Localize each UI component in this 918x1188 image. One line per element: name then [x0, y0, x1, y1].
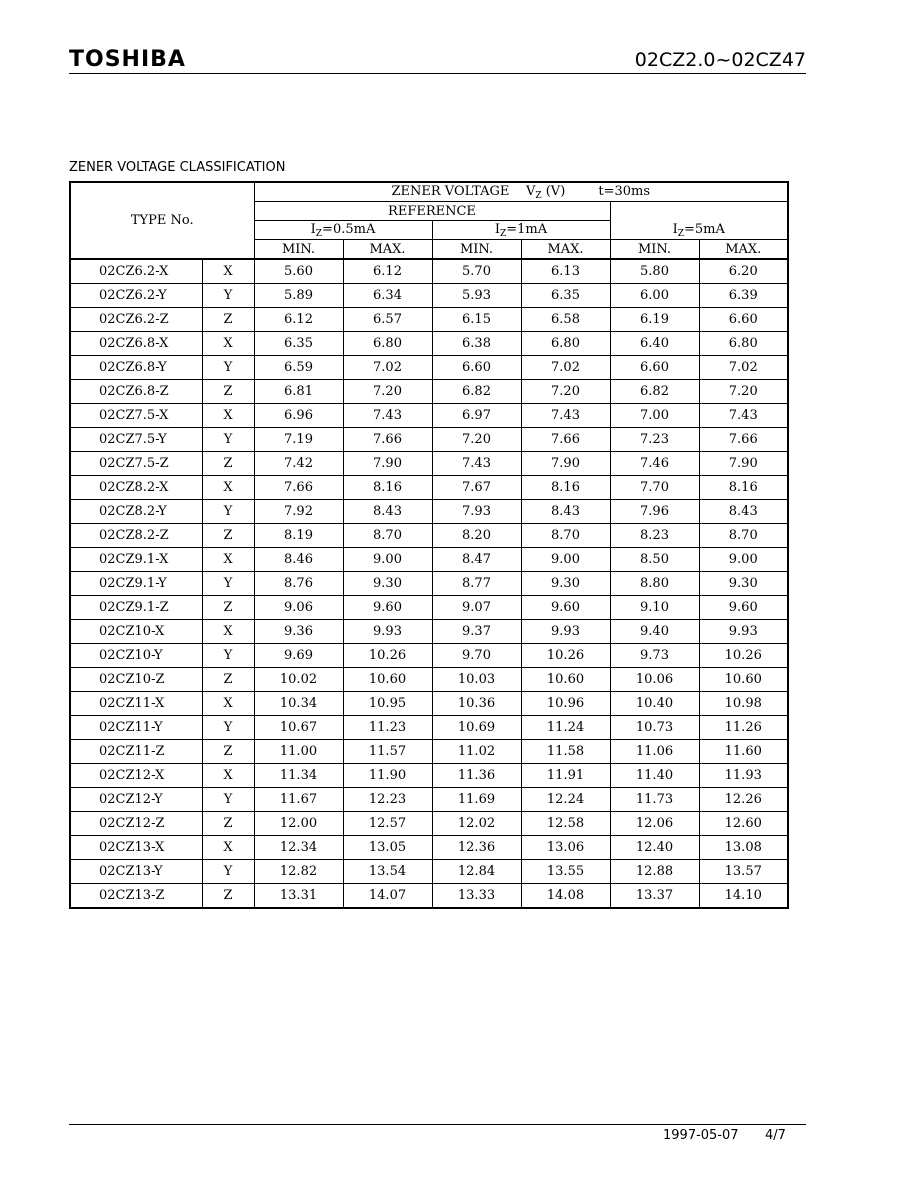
vz-subscript: Z — [535, 190, 542, 201]
vz-1ma-max-cell: 6.58 — [521, 308, 610, 332]
vz-5ma-max-cell: 6.80 — [699, 332, 788, 356]
vz-1ma-min-cell: 7.20 — [432, 428, 521, 452]
vz-5ma-max-cell: 7.02 — [699, 356, 788, 380]
zener-voltage-table — [69, 181, 789, 909]
vz-1ma-min-cell: 12.84 — [432, 860, 521, 884]
vz-1ma-max-cell: 6.35 — [521, 284, 610, 308]
max-header: MAX. — [699, 240, 788, 260]
table-row — [70, 740, 788, 764]
vz-05ma-min-cell: 10.34 — [254, 692, 343, 716]
vz-05ma-max-cell: 6.57 — [343, 308, 432, 332]
iz-subscript: Z — [315, 228, 323, 239]
rank-cell: Y — [202, 500, 254, 524]
vz-5ma-max-cell: 7.43 — [699, 404, 788, 428]
vz-05ma-max-cell: 8.16 — [343, 476, 432, 500]
vz-1ma-max-cell: 13.06 — [521, 836, 610, 860]
table-row — [70, 476, 788, 500]
vz-unit: (V) — [545, 183, 566, 199]
vz-05ma-max-cell: 9.60 — [343, 596, 432, 620]
vz-05ma-min-cell: 11.00 — [254, 740, 343, 764]
vz-05ma-min-cell: 12.00 — [254, 812, 343, 836]
vz-05ma-min-cell: 8.46 — [254, 548, 343, 572]
vz-5ma-min-cell: 11.73 — [610, 788, 699, 812]
vz-05ma-min-cell: 11.67 — [254, 788, 343, 812]
vz-5ma-max-cell: 13.08 — [699, 836, 788, 860]
type-no-cell: 02CZ8.2-X — [70, 476, 202, 500]
table-row — [70, 836, 788, 860]
vz-1ma-min-cell: 5.93 — [432, 284, 521, 308]
vz-1ma-min-cell: 6.15 — [432, 308, 521, 332]
type-no-cell: 02CZ6.2-Z — [70, 308, 202, 332]
vz-05ma-min-cell: 8.76 — [254, 572, 343, 596]
type-no-cell: 02CZ6.2-X — [70, 259, 202, 284]
rank-cell: X — [202, 332, 254, 356]
rank-cell: Y — [202, 284, 254, 308]
iz-0.5ma-value: =0.5mA — [322, 221, 376, 237]
vz-5ma-min-cell: 7.46 — [610, 452, 699, 476]
vz-5ma-max-cell: 10.98 — [699, 692, 788, 716]
vz-05ma-min-cell: 6.12 — [254, 308, 343, 332]
vz-05ma-min-cell: 6.35 — [254, 332, 343, 356]
vz-5ma-max-cell: 6.60 — [699, 308, 788, 332]
vz-05ma-min-cell: 6.59 — [254, 356, 343, 380]
type-no-cell: 02CZ6.2-Y — [70, 284, 202, 308]
vz-5ma-min-cell: 5.80 — [610, 259, 699, 284]
iz-5ma-value: =5mA — [684, 222, 725, 237]
page-number: 4/7 — [765, 1128, 786, 1143]
rank-cell: Z — [202, 596, 254, 620]
vz-1ma-max-cell: 8.70 — [521, 524, 610, 548]
vz-5ma-min-cell: 6.82 — [610, 380, 699, 404]
vz-05ma-min-cell: 10.02 — [254, 668, 343, 692]
table-row — [70, 332, 788, 356]
vz-1ma-min-cell: 10.69 — [432, 716, 521, 740]
vz-05ma-min-cell: 5.89 — [254, 284, 343, 308]
table-row — [70, 548, 788, 572]
rank-cell: Z — [202, 668, 254, 692]
vz-5ma-max-cell: 6.20 — [699, 259, 788, 284]
vz-05ma-max-cell: 7.66 — [343, 428, 432, 452]
type-no-cell: 02CZ8.2-Z — [70, 524, 202, 548]
type-no-cell: 02CZ9.1-Y — [70, 572, 202, 596]
type-no-cell: 02CZ7.5-Z — [70, 452, 202, 476]
vz-1ma-max-cell: 11.58 — [521, 740, 610, 764]
vz-05ma-max-cell: 10.95 — [343, 692, 432, 716]
vz-1ma-min-cell: 9.37 — [432, 620, 521, 644]
vz-05ma-min-cell: 10.67 — [254, 716, 343, 740]
rank-cell: X — [202, 259, 254, 284]
vz-5ma-min-cell: 7.23 — [610, 428, 699, 452]
type-no-cell: 02CZ12-X — [70, 764, 202, 788]
vz-5ma-min-cell: 10.06 — [610, 668, 699, 692]
vz-1ma-min-cell: 6.60 — [432, 356, 521, 380]
vz-symbol: V — [525, 183, 536, 199]
vz-5ma-max-cell: 7.20 — [699, 380, 788, 404]
vz-1ma-max-cell: 8.16 — [521, 476, 610, 500]
rank-cell: Z — [202, 308, 254, 332]
table-row — [70, 284, 788, 308]
reference-header: REFERENCE — [254, 202, 610, 221]
iz-1ma-value: =1mA — [506, 221, 548, 237]
type-no-cell: 02CZ7.5-X — [70, 404, 202, 428]
vz-5ma-min-cell: 8.80 — [610, 572, 699, 596]
rank-cell: X — [202, 476, 254, 500]
table-row — [70, 428, 788, 452]
vz-5ma-min-cell: 6.40 — [610, 332, 699, 356]
vz-5ma-min-cell: 9.40 — [610, 620, 699, 644]
vz-5ma-max-cell: 7.90 — [699, 452, 788, 476]
vz-1ma-min-cell: 11.36 — [432, 764, 521, 788]
vz-1ma-max-cell: 7.43 — [521, 404, 610, 428]
vz-5ma-max-cell: 9.00 — [699, 548, 788, 572]
vz-05ma-max-cell: 7.02 — [343, 356, 432, 380]
table-row — [70, 572, 788, 596]
iz-1ma-header — [432, 221, 610, 240]
vz-05ma-max-cell: 6.12 — [343, 259, 432, 284]
vz-05ma-max-cell: 11.57 — [343, 740, 432, 764]
vz-5ma-max-cell: 11.93 — [699, 764, 788, 788]
rank-cell: Z — [202, 380, 254, 404]
table-row — [70, 524, 788, 548]
vz-5ma-max-cell: 12.60 — [699, 812, 788, 836]
vz-05ma-max-cell: 13.05 — [343, 836, 432, 860]
vz-1ma-max-cell: 11.24 — [521, 716, 610, 740]
table-row — [70, 620, 788, 644]
vz-5ma-min-cell: 6.60 — [610, 356, 699, 380]
vz-5ma-min-cell: 10.73 — [610, 716, 699, 740]
vz-05ma-min-cell: 7.92 — [254, 500, 343, 524]
vz-1ma-min-cell: 8.77 — [432, 572, 521, 596]
vz-1ma-max-cell: 13.55 — [521, 860, 610, 884]
vz-1ma-min-cell: 12.02 — [432, 812, 521, 836]
rank-cell: Y — [202, 788, 254, 812]
table-row — [70, 596, 788, 620]
vz-05ma-max-cell: 9.30 — [343, 572, 432, 596]
vz-05ma-min-cell: 7.66 — [254, 476, 343, 500]
vz-5ma-max-cell: 7.66 — [699, 428, 788, 452]
vz-05ma-max-cell: 12.23 — [343, 788, 432, 812]
toshiba-logo: TOSHIBA — [69, 47, 186, 72]
vz-1ma-max-cell: 10.60 — [521, 668, 610, 692]
vz-1ma-min-cell: 10.36 — [432, 692, 521, 716]
type-no-cell: 02CZ13-Y — [70, 860, 202, 884]
type-no-cell: 02CZ13-Z — [70, 884, 202, 909]
vz-05ma-max-cell: 12.57 — [343, 812, 432, 836]
type-no-header: TYPE No. — [70, 182, 254, 259]
iz-symbol: I — [672, 222, 678, 237]
vz-5ma-min-cell: 9.10 — [610, 596, 699, 620]
type-no-cell: 02CZ12-Y — [70, 788, 202, 812]
vz-5ma-max-cell: 14.10 — [699, 884, 788, 909]
vz-5ma-min-cell: 8.50 — [610, 548, 699, 572]
zener-voltage-label: ZENER VOLTAGE — [391, 183, 510, 199]
vz-05ma-min-cell: 8.19 — [254, 524, 343, 548]
vz-5ma-max-cell: 9.60 — [699, 596, 788, 620]
vz-05ma-max-cell: 10.26 — [343, 644, 432, 668]
vz-1ma-max-cell: 9.93 — [521, 620, 610, 644]
vz-05ma-max-cell: 14.07 — [343, 884, 432, 909]
vz-5ma-min-cell: 12.06 — [610, 812, 699, 836]
rank-cell: Y — [202, 644, 254, 668]
vz-5ma-max-cell: 12.26 — [699, 788, 788, 812]
type-no-cell: 02CZ11-Z — [70, 740, 202, 764]
vz-5ma-min-cell: 11.40 — [610, 764, 699, 788]
vz-5ma-min-cell: 13.37 — [610, 884, 699, 909]
vz-1ma-min-cell: 10.03 — [432, 668, 521, 692]
vz-5ma-max-cell: 13.57 — [699, 860, 788, 884]
vz-1ma-max-cell: 9.30 — [521, 572, 610, 596]
vz-5ma-min-cell: 9.73 — [610, 644, 699, 668]
rank-cell: Z — [202, 524, 254, 548]
table-row — [70, 500, 788, 524]
rank-cell: X — [202, 764, 254, 788]
vz-05ma-min-cell: 9.06 — [254, 596, 343, 620]
min-header: MIN. — [432, 240, 521, 260]
rank-cell: Y — [202, 860, 254, 884]
footer-rule — [69, 1124, 806, 1125]
vz-5ma-min-cell: 8.23 — [610, 524, 699, 548]
vz-05ma-max-cell: 7.90 — [343, 452, 432, 476]
vz-5ma-min-cell: 12.88 — [610, 860, 699, 884]
vz-05ma-max-cell: 6.80 — [343, 332, 432, 356]
vz-1ma-max-cell: 12.58 — [521, 812, 610, 836]
vz-05ma-max-cell: 11.23 — [343, 716, 432, 740]
vz-1ma-min-cell: 13.33 — [432, 884, 521, 909]
vz-05ma-min-cell: 12.34 — [254, 836, 343, 860]
rank-cell: X — [202, 836, 254, 860]
type-no-cell: 02CZ11-X — [70, 692, 202, 716]
vz-5ma-max-cell: 10.60 — [699, 668, 788, 692]
vz-1ma-min-cell: 12.36 — [432, 836, 521, 860]
vz-05ma-min-cell: 6.81 — [254, 380, 343, 404]
type-no-cell: 02CZ6.8-X — [70, 332, 202, 356]
vz-05ma-min-cell: 11.34 — [254, 764, 343, 788]
rank-cell: Z — [202, 740, 254, 764]
vz-05ma-min-cell: 9.69 — [254, 644, 343, 668]
table-row — [70, 380, 788, 404]
rank-cell: X — [202, 620, 254, 644]
vz-5ma-max-cell: 6.39 — [699, 284, 788, 308]
min-header: MIN. — [254, 240, 343, 260]
type-no-cell: 02CZ10-Z — [70, 668, 202, 692]
vz-1ma-min-cell: 7.67 — [432, 476, 521, 500]
vz-05ma-min-cell: 9.36 — [254, 620, 343, 644]
min-header: MIN. — [610, 240, 699, 260]
vz-1ma-min-cell: 6.82 — [432, 380, 521, 404]
vz-1ma-min-cell: 8.20 — [432, 524, 521, 548]
table-row — [70, 884, 788, 909]
table-row — [70, 644, 788, 668]
rank-cell: X — [202, 692, 254, 716]
test-condition: t=30ms — [598, 183, 651, 199]
rank-cell: Y — [202, 356, 254, 380]
vz-5ma-min-cell: 12.40 — [610, 836, 699, 860]
iz-0.5ma-header — [254, 221, 432, 240]
type-no-cell: 02CZ6.8-Y — [70, 356, 202, 380]
vz-1ma-max-cell: 7.90 — [521, 452, 610, 476]
vz-1ma-min-cell: 5.70 — [432, 259, 521, 284]
iz-subscript: Z — [499, 228, 507, 239]
rank-cell: Y — [202, 572, 254, 596]
vz-1ma-min-cell: 6.38 — [432, 332, 521, 356]
type-no-cell: 02CZ9.1-Z — [70, 596, 202, 620]
type-no-cell: 02CZ13-X — [70, 836, 202, 860]
rank-cell: Y — [202, 428, 254, 452]
table-row — [70, 692, 788, 716]
vz-1ma-min-cell: 8.47 — [432, 548, 521, 572]
table-row — [70, 259, 788, 284]
max-header: MAX. — [343, 240, 432, 260]
document-title: 02CZ2.0~02CZ47 — [634, 49, 806, 71]
type-no-cell: 02CZ6.8-Z — [70, 380, 202, 404]
vz-5ma-max-cell: 8.16 — [699, 476, 788, 500]
table-row — [70, 788, 788, 812]
rank-cell: Y — [202, 716, 254, 740]
vz-1ma-max-cell: 12.24 — [521, 788, 610, 812]
vz-05ma-max-cell: 7.43 — [343, 404, 432, 428]
vz-05ma-max-cell: 7.20 — [343, 380, 432, 404]
zener-voltage-header — [254, 182, 788, 202]
vz-1ma-max-cell: 11.91 — [521, 764, 610, 788]
type-no-cell: 02CZ12-Z — [70, 812, 202, 836]
type-no-cell: 02CZ10-Y — [70, 644, 202, 668]
vz-5ma-min-cell: 7.96 — [610, 500, 699, 524]
type-no-cell: 02CZ9.1-X — [70, 548, 202, 572]
type-no-cell: 02CZ7.5-Y — [70, 428, 202, 452]
vz-05ma-min-cell: 7.19 — [254, 428, 343, 452]
vz-1ma-min-cell: 9.70 — [432, 644, 521, 668]
vz-1ma-max-cell: 9.00 — [521, 548, 610, 572]
vz-5ma-min-cell: 6.19 — [610, 308, 699, 332]
vz-1ma-max-cell: 10.96 — [521, 692, 610, 716]
vz-5ma-min-cell: 10.40 — [610, 692, 699, 716]
vz-1ma-min-cell: 7.43 — [432, 452, 521, 476]
vz-05ma-min-cell: 7.42 — [254, 452, 343, 476]
vz-5ma-min-cell: 11.06 — [610, 740, 699, 764]
vz-5ma-min-cell: 7.00 — [610, 404, 699, 428]
table-row — [70, 860, 788, 884]
rank-cell: X — [202, 548, 254, 572]
vz-1ma-max-cell: 10.26 — [521, 644, 610, 668]
vz-5ma-min-cell: 6.00 — [610, 284, 699, 308]
max-header: MAX. — [521, 240, 610, 260]
iz-5ma-header — [610, 202, 788, 240]
rank-cell: Z — [202, 452, 254, 476]
vz-1ma-min-cell: 6.97 — [432, 404, 521, 428]
vz-1ma-min-cell: 11.69 — [432, 788, 521, 812]
type-no-cell: 02CZ10-X — [70, 620, 202, 644]
rank-cell: Z — [202, 812, 254, 836]
vz-5ma-max-cell: 8.43 — [699, 500, 788, 524]
vz-05ma-max-cell: 10.60 — [343, 668, 432, 692]
iz-subscript: Z — [677, 229, 684, 239]
header-rule — [69, 73, 806, 74]
vz-5ma-max-cell: 9.93 — [699, 620, 788, 644]
table-row — [70, 668, 788, 692]
type-no-cell: 02CZ8.2-Y — [70, 500, 202, 524]
type-no-cell: 02CZ11-Y — [70, 716, 202, 740]
vz-05ma-max-cell: 11.90 — [343, 764, 432, 788]
vz-05ma-min-cell: 5.60 — [254, 259, 343, 284]
table-row — [70, 356, 788, 380]
vz-5ma-max-cell: 11.60 — [699, 740, 788, 764]
vz-1ma-min-cell: 7.93 — [432, 500, 521, 524]
vz-5ma-max-cell: 11.26 — [699, 716, 788, 740]
vz-05ma-max-cell: 6.34 — [343, 284, 432, 308]
vz-05ma-max-cell: 8.43 — [343, 500, 432, 524]
table-row — [70, 404, 788, 428]
vz-1ma-min-cell: 9.07 — [432, 596, 521, 620]
vz-1ma-max-cell: 14.08 — [521, 884, 610, 909]
rank-cell: X — [202, 404, 254, 428]
table-row — [70, 812, 788, 836]
vz-1ma-max-cell: 8.43 — [521, 500, 610, 524]
vz-1ma-max-cell: 9.60 — [521, 596, 610, 620]
vz-05ma-min-cell: 12.82 — [254, 860, 343, 884]
vz-1ma-max-cell: 6.13 — [521, 259, 610, 284]
rank-cell: Z — [202, 884, 254, 909]
section-title: ZENER VOLTAGE CLASSIFICATION — [69, 160, 286, 175]
vz-5ma-min-cell: 7.70 — [610, 476, 699, 500]
iz-symbol: I — [310, 221, 316, 237]
vz-05ma-max-cell: 13.54 — [343, 860, 432, 884]
iz-symbol: I — [494, 221, 500, 237]
vz-1ma-min-cell: 11.02 — [432, 740, 521, 764]
vz-05ma-max-cell: 8.70 — [343, 524, 432, 548]
vz-05ma-max-cell: 9.00 — [343, 548, 432, 572]
vz-5ma-max-cell: 9.30 — [699, 572, 788, 596]
vz-05ma-max-cell: 9.93 — [343, 620, 432, 644]
footer-date: 1997-05-07 — [663, 1128, 739, 1143]
table-row — [70, 452, 788, 476]
vz-5ma-max-cell: 8.70 — [699, 524, 788, 548]
vz-1ma-max-cell: 6.80 — [521, 332, 610, 356]
vz-05ma-min-cell: 13.31 — [254, 884, 343, 909]
vz-5ma-max-cell: 10.26 — [699, 644, 788, 668]
vz-1ma-max-cell: 7.20 — [521, 380, 610, 404]
table-row — [70, 764, 788, 788]
table-row — [70, 308, 788, 332]
vz-05ma-min-cell: 6.96 — [254, 404, 343, 428]
vz-1ma-max-cell: 7.66 — [521, 428, 610, 452]
table-row — [70, 716, 788, 740]
vz-1ma-max-cell: 7.02 — [521, 356, 610, 380]
